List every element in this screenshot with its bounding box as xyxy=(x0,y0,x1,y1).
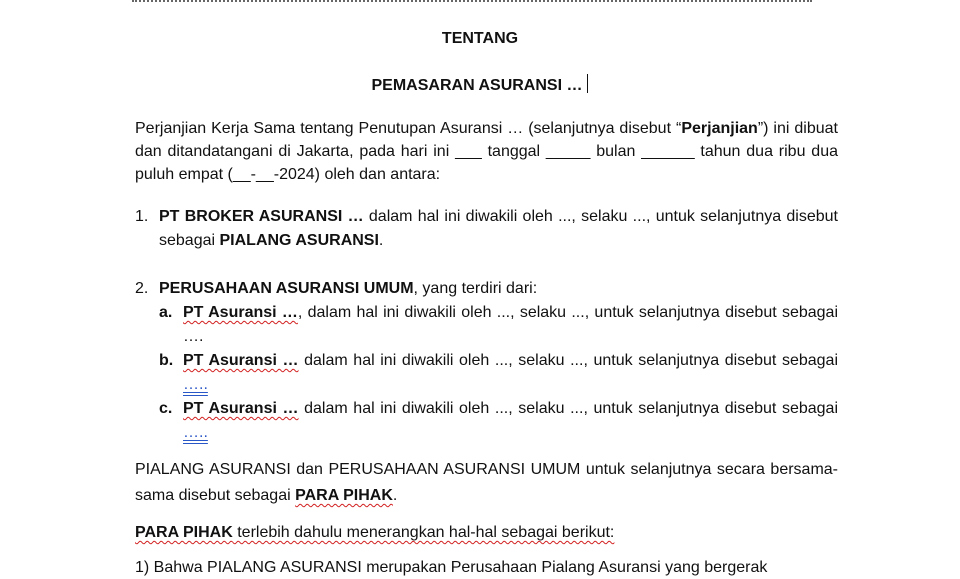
para3-para-pihak: PARA PIHAK xyxy=(135,524,233,541)
list-item-1[interactable] xyxy=(135,205,838,253)
list-number-2: 2. xyxy=(135,280,149,297)
intro-text-2: ”) ini dibuat dan ditandatangani di Jakarta, pada hari ini ___ tanggal _____ bulan ______ tahun dua ribu dua puluh empat (__-__-2024) oleh dan antara: xyxy=(135,120,838,183)
sub-letter-c: c. xyxy=(159,400,173,417)
sub-c-text: dalam hal ini diwakili oleh ..., selaku ..., untuk selanjutnya disebut sebagai xyxy=(298,400,839,417)
cutoff-line: 1) Bahwa PIALANG ASURANSI merupakan Perusahaan Pialang Asuransi yang bergerak xyxy=(135,559,768,576)
header-dotted-rule xyxy=(132,0,812,2)
sub-b-tail: ….. xyxy=(183,376,208,393)
para3-text: terlebih dahulu menerangkan hal-hal sebagai berikut: xyxy=(232,524,615,541)
list-item-2[interactable] xyxy=(135,277,838,301)
sub-letter-b: b. xyxy=(159,352,174,369)
intro-perjanjian: Perjanjian xyxy=(681,120,758,137)
sub-letter-a: a. xyxy=(159,304,173,321)
title-tentang: TENTANG xyxy=(441,30,519,47)
sub-item-c[interactable] xyxy=(135,397,838,445)
intro-text-1: Perjanjian Kerja Sama tentang Penutupan Asuransi … (selanjutnya disebut “ xyxy=(135,120,682,137)
sub-item-a[interactable] xyxy=(135,301,838,349)
para2-para-pihak: PARA PIHAK xyxy=(295,487,393,504)
para-bersama[interactable] xyxy=(135,457,838,509)
sub-a-name: PT Asuransi … xyxy=(183,304,298,321)
item1-company: PT BROKER ASURANSI … xyxy=(159,208,364,225)
text-cursor xyxy=(587,74,588,93)
title-pemasaran-text: PEMASARAN ASURANSI … xyxy=(371,77,583,94)
sub-c-tail: ….. xyxy=(183,424,208,441)
sub-a-text: , dalam hal ini diwakili oleh ..., selaku ..., untuk selanjutnya disebut sebagai …. xyxy=(183,304,838,345)
para-menerangkan[interactable] xyxy=(135,521,838,544)
item1-text: dalam hal ini diwakili oleh ..., selaku ..., untuk selanjutnya disebut sebagai xyxy=(159,208,838,249)
party-list xyxy=(135,205,838,445)
intro-paragraph[interactable] xyxy=(135,117,838,186)
item1-period: . xyxy=(378,232,384,249)
para2-text-1: PIALANG ASURANSI dan PERUSAHAAN ASURANSI UMUM untuk selanjutnya secara bersama-sama disebut sebagai xyxy=(135,461,838,504)
para2-period: . xyxy=(392,487,398,504)
sub-b-text: dalam hal ini diwakili oleh ..., selaku ..., untuk selanjutnya disebut sebagai xyxy=(298,352,839,369)
title-pemasaran[interactable] xyxy=(0,74,960,95)
item2-text: , yang terdiri dari: xyxy=(413,280,538,297)
sub-item-b[interactable] xyxy=(135,349,838,397)
sub-b-name: PT Asuransi … xyxy=(183,352,299,369)
list-number-1: 1. xyxy=(135,208,149,225)
item1-role: PIALANG ASURANSI xyxy=(219,232,379,249)
sub-c-name: PT Asuransi … xyxy=(183,400,299,417)
item2-company: PERUSAHAAN ASURANSI UMUM xyxy=(159,280,414,297)
